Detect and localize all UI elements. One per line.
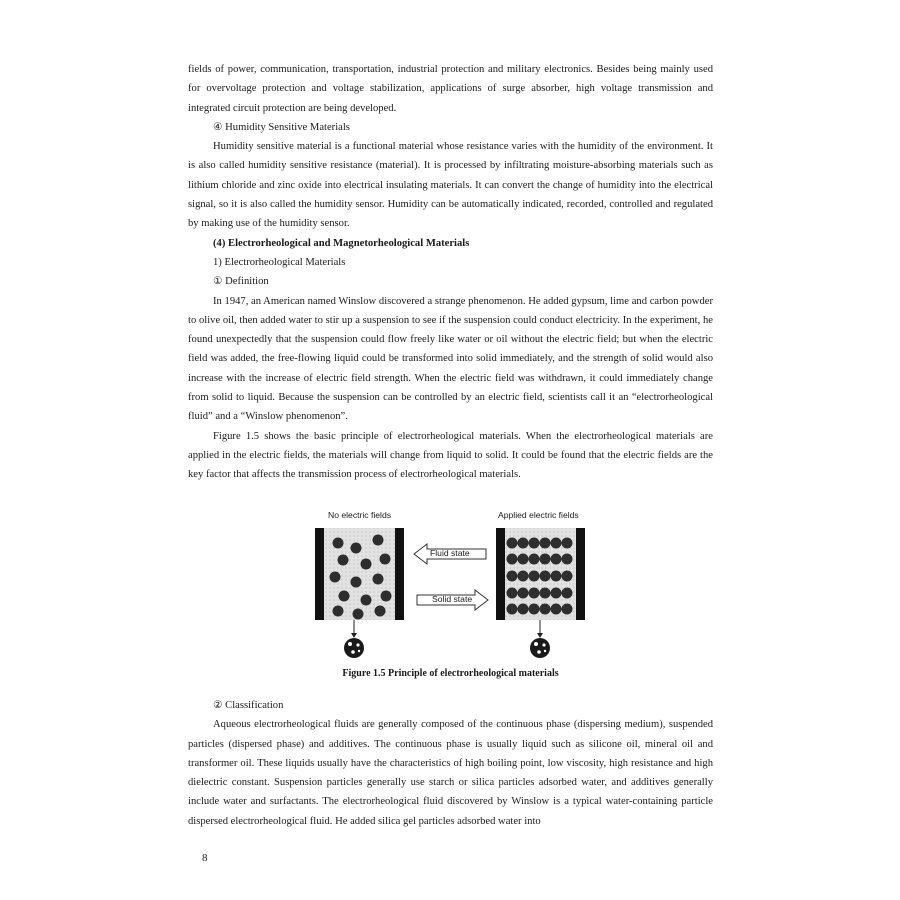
electrode-plate <box>496 528 505 620</box>
subsection-heading: 1) Electrorheological Materials <box>213 256 346 268</box>
figure-diagram <box>300 510 600 670</box>
paragraph-classification: Aqueous electrorheological fluids are generally composed of the continuous phase (dispersing medium), suspended particles (dispersed phase) and additives. The continuous phase is usually liquid such as silicone oil, mineral oil and transformer oil. These liquids usually have the characteristics of high boiling point, low viscosity, high resistance and high dielectric constant. Suspension particles generally use starch or silica particles adsorbed water, and additives generally include water and surfactants. The electrorheological fluid discovered by Winslow is a typical water-containing particle dispersed electrorheological fluid. He added silica gel particles adsorbed water into <box>188 719 713 827</box>
page-number: 8 <box>202 852 208 864</box>
subheading-classification: ② Classification <box>213 700 284 711</box>
bottom-text-block <box>188 696 713 831</box>
right-container <box>496 528 585 658</box>
figure-caption: Figure 1.5 Principle of electrorheological materials <box>342 668 559 679</box>
subheading-definition: ① Definition <box>213 276 269 288</box>
paragraph-continuation: fields of power, communication, transportation, industrial protection and military electronics. Besides being mainly used for overvoltage protection and voltage stabilization, applications of surge absorber, high voltage transmission and integrated circuit protection are being developed. <box>188 64 713 114</box>
subheading-humidity: ④ Humidity Sensitive Materials <box>213 121 350 133</box>
figure-label-no-field: No electric fields <box>328 510 392 520</box>
paragraph-definition: In 1947, an American named Winslow discovered a strange phenomenon. He added gypsum, lime and carbon powder to olive oil, then added water to stir up a suspension to see if the suspension could conduct electricity. In the experiment, he found unexpectedly that the suspension could flow freely like water or oil without the electric field; but when the electric field was added, the free-flowing liquid could be transformed into solid immediately, and the strength of solid would also increase with the increase of electric field strength. When the electric field was withdrawn, it could immediately change from solid to liquid. Because the suspension can be controlled by an electric field, scientists call it an “electrorheological fluid” and a “Winslow phenomenon”. <box>188 295 713 423</box>
left-container <box>315 528 404 658</box>
paragraph-humidity: Humidity sensitive material is a functional material whose resistance varies with the humidity of the environment. It is also called humidity sensitive resistance (material). It is processed by infiltrating moisture-absorbing materials such as lithium chloride and zinc oxide into electrical insulating materials. It can convert the change of humidity into the electrical signal, so it is also called the humidity sensor. Humidity can be automatically indicated, recorded, controlled and regulated by making use of the humidity sensor. <box>188 141 713 230</box>
electrode-plate <box>315 528 324 620</box>
section-heading: (4) Electrorheological and Magnetorheological Materials <box>213 237 470 249</box>
electrode-plate <box>395 528 404 620</box>
top-text-block <box>188 60 713 485</box>
figure-electrorheological-principle <box>300 510 600 670</box>
paragraph-figure-intro: Figure 1.5 shows the basic principle of electrorheological materials. When the electrorheological materials are applied in the electric fields, the materials will change from liquid to solid. It could be found that the electric fields are the key factor that affects the transmission process of electrorheological materials. <box>188 430 713 481</box>
electrode-plate <box>576 528 585 620</box>
arrow-label-fluid: Fluid state <box>430 548 470 558</box>
arrow-label-solid: Solid state <box>432 594 473 604</box>
figure-label-applied-field: Applied electric fields <box>498 510 579 520</box>
